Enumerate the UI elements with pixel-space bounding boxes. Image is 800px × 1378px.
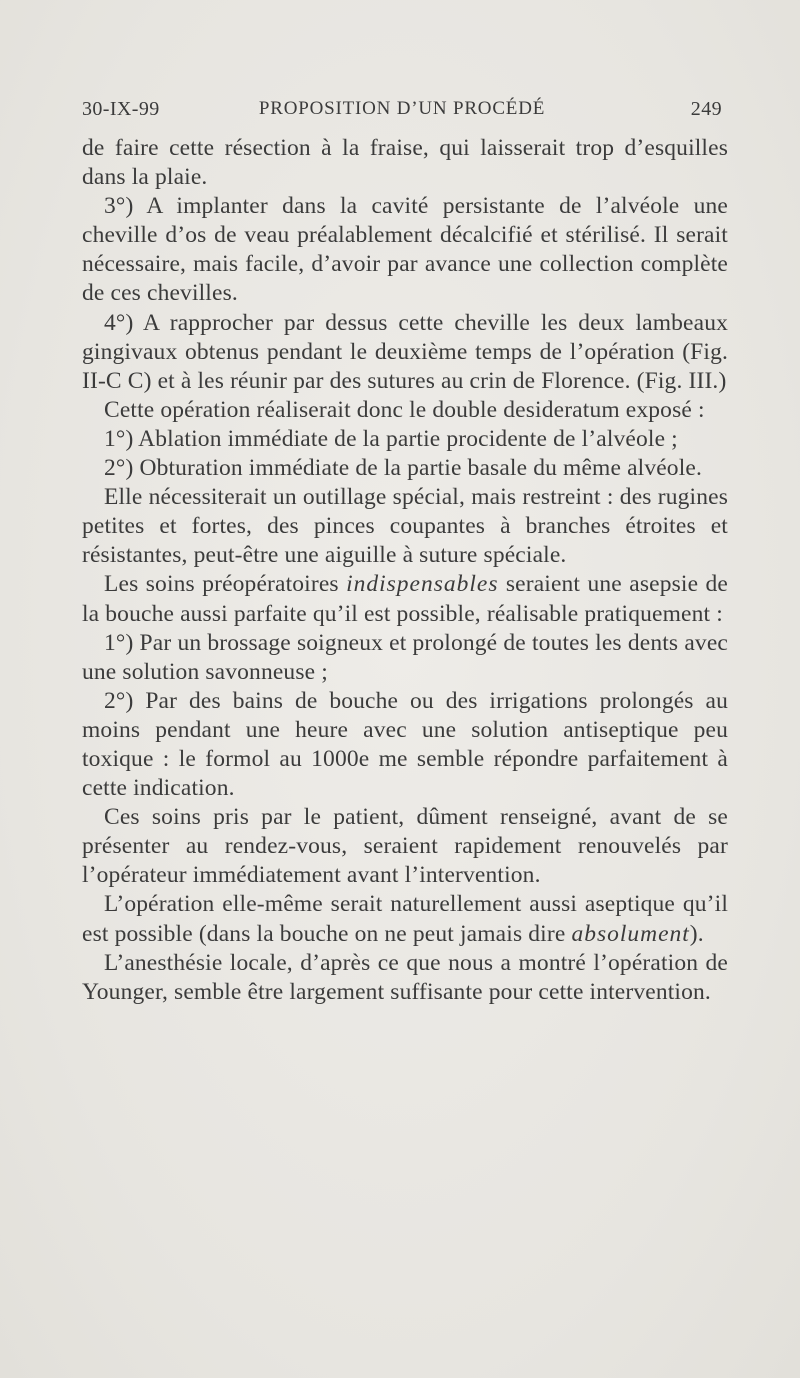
paragraph-text: seraient une asepsie de la bouche aussi parfaite qu’il est possible, réalisable pratiquement :: [82, 571, 728, 627]
page-number: 249: [690, 98, 722, 120]
paragraph-text: ).: [689, 920, 704, 947]
paragraph: [82, 890, 728, 948]
emphasis-text: indispensables: [346, 571, 499, 598]
paragraph: L’anesthésie locale, d’après ce que nous a montré l’opération de Younger, semble être largement suffisante pour cette intervention.: [82, 949, 728, 1005]
running-head: [82, 98, 722, 128]
emphasis-text: absolument: [571, 920, 690, 947]
body-text: [82, 134, 728, 1007]
paragraph: 1°) Ablation immédiate de la partie procidente de l’alvéole ;: [104, 425, 678, 452]
paragraph-text: Les soins préopératoires: [104, 571, 347, 598]
paragraph: [82, 570, 728, 628]
paragraph: 2°) Obturation immédiate de la partie basale du même alvéole.: [104, 455, 702, 482]
paragraph: 3°) A implanter dans la cavité persistante de l’alvéole une cheville d’os de veau préalablement décalcifié et stérilisé. Il serait nécessaire, mais facile, d’avoir par avance une collection complète de ces chevilles.: [82, 193, 728, 307]
header-date: 30-IX-99: [82, 98, 160, 120]
paragraph: 1°) Par un brossage soigneux et prolongé de toutes les dents avec une solution savonneuse ;: [82, 629, 728, 685]
paragraph: de faire cette résection à la fraise, qui laisserait trop d’esquilles dans la plaie.: [82, 135, 728, 191]
paragraph: Cette opération réaliserait donc le double desideratum exposé :: [104, 396, 705, 423]
paragraph-text: L’opération elle-même serait naturellement aussi aseptique qu’il est possible (dans la bouche on ne peut jamais dire: [82, 891, 728, 947]
paragraph: Ces soins pris par le patient, dûment renseigné, avant de se présenter au rendez-vous, seraient rapidement renouvelés par l’opérateur immédiatement avant l’intervention.: [82, 804, 728, 889]
paragraph: Elle nécessiterait un outillage spécial, mais restreint : des rugines petites et fortes, des pinces coupantes à branches étroites et résistantes, peut-être une aiguille à suture spéciale.: [82, 484, 728, 569]
paragraph: 2°) Par des bains de bouche ou des irrigations prolongés au moins pendant une heure avec une solution antiseptique peu toxique : le formol au 1000e me semble répondre parfaitement à cette indication.: [82, 687, 728, 802]
paragraph: 4°) A rapprocher par dessus cette cheville les deux lambeaux gingivaux obtenus pendant le deuxième temps de l’opération (Fig. II-C C) et à les réunir par des sutures au crin de Florence. (Fig. III.): [82, 309, 728, 394]
header-title: PROPOSITION D’UN PROCÉDÉ: [258, 98, 546, 119]
